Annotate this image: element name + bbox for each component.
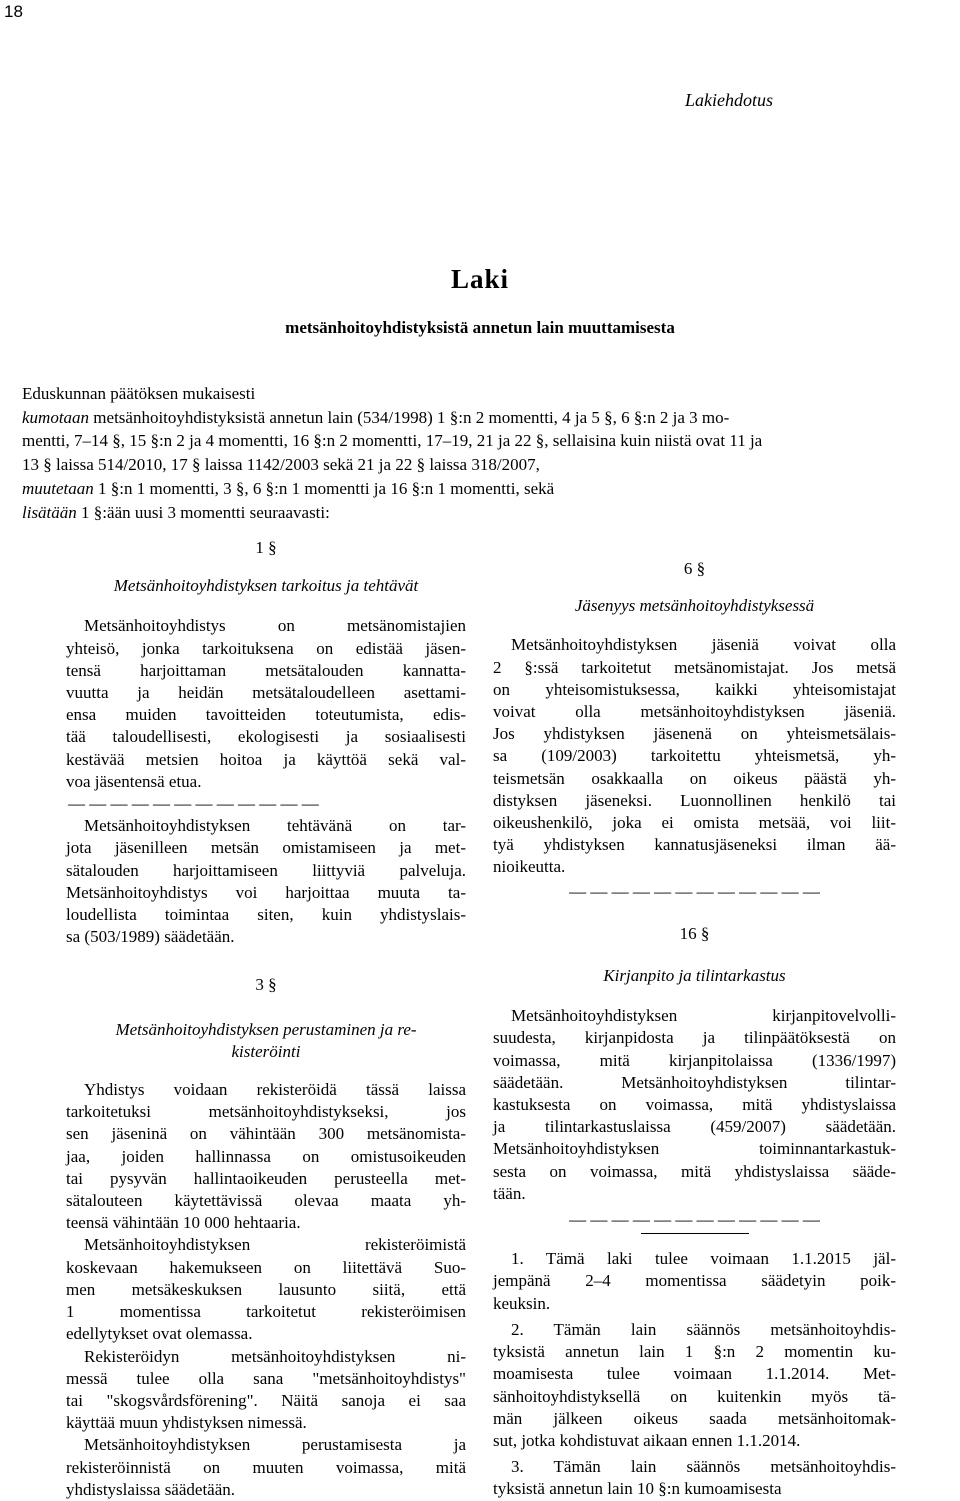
text-line: tarkoitetuksi metsänhoitoyhdistykseksi, jos — [66, 1102, 466, 1122]
section-3-paragraph-1 — [66, 1079, 466, 1234]
section-1-paragraph-1 — [66, 615, 466, 793]
keyword-lisataan: lisätään — [22, 502, 77, 522]
section-3-heading-line: kisteröinti — [231, 1041, 301, 1061]
text-line: 1. Tämä laki tulee voimaan 1.1.2015 jäl- — [511, 1249, 896, 1269]
text-line: 2. Tämän lain säännös metsänhoitoyhdis- — [511, 1319, 896, 1339]
text-line: sänhoitoyhdistyksellä on kuitenkin myös tä- — [493, 1386, 896, 1406]
text-line: tai pysyvän hallintaoikeuden perusteella met- — [66, 1168, 466, 1188]
law-title: Laki — [450, 264, 510, 294]
section-16-number: 16 § — [679, 923, 710, 943]
text-line: sa (503/1989) säädetään. — [66, 927, 235, 947]
text-line: tää taloudellisesti, ekologisesti ja sosiaalisesti — [66, 727, 466, 747]
enacting-clause — [22, 382, 952, 524]
transitional-provision-1 — [493, 1248, 896, 1315]
text-line: sut, jotka kohdistuvat aikaan ennen 1.1.2014. — [493, 1430, 801, 1450]
text-line: Metsänhoitoyhdistys on metsänomistajien — [84, 616, 466, 636]
section-3-heading — [66, 1019, 466, 1063]
intro-text: metsänhoitoyhdistyksistä annetun lain (534/1998) 1 §:n 2 momentti, 4 ja 5 §, 6 §:n 2 ja 3 mo- — [89, 407, 730, 427]
text-line: tyksistä annetun lain 10 §:n kumoamisesta — [493, 1479, 782, 1499]
text-line: voimassa, mitä kirjanpitolaissa (1336/1997) — [493, 1050, 896, 1070]
text-line: Metsänhoitoyhdistyksen perustamisesta ja — [84, 1435, 466, 1455]
text-line: ensa muiden tavoitteiden toteutumista, edis- — [66, 705, 466, 725]
text-line: rekisteröinnistä on muuten voimassa, mitä — [66, 1457, 466, 1477]
text-line: 1 momentissa tarkoitetut rekisteröimisen — [66, 1302, 466, 1322]
intro-line — [22, 477, 952, 501]
text-line: kestävää metsien hoitoa ja käyttöä sekä val- — [66, 749, 466, 769]
text-line: säädetään. Metsänhoitoyhdistyksen tilintar- — [493, 1072, 896, 1092]
section-3-heading-line: Metsänhoitoyhdistyksen perustaminen ja re- — [115, 1019, 417, 1039]
text-line: kastuksesta on voimassa, mitä yhdistyslaissa — [493, 1095, 896, 1115]
section-3-paragraph-4 — [66, 1434, 466, 1501]
text-line: Metsänhoitoyhdistyksen kirjanpitovelvolli- — [511, 1006, 896, 1026]
text-line: Yhdistys voidaan rekisteröidä tässä laissa — [84, 1080, 466, 1100]
text-line: edellytykset ovat olemassa. — [66, 1324, 253, 1344]
text-line: koskevaan hakemukseen on liitettävä Suo- — [66, 1257, 466, 1277]
intro-line: 13 § laissa 514/2010, 17 § laissa 1142/2003 sekä 21 ja 22 § laissa 318/2007, — [22, 455, 540, 475]
section-6-number: 6 § — [683, 559, 706, 578]
text-line: tään. — [493, 1183, 526, 1203]
text-line: Metsänhoitoyhdistyksen toiminnantarkastuk- — [493, 1139, 896, 1159]
text-line: jota jäsenilleen metsän omistamiseen ja met- — [66, 838, 466, 858]
text-line: voivat olla metsänhoitoyhdistyksen jäseniä. — [493, 702, 896, 722]
keyword-muutetaan: muutetaan — [22, 478, 94, 498]
text-line: tyksistä annetun lain 1 §:n 2 momentin ku- — [493, 1342, 896, 1362]
text-line: loudellista toimintaa siten, kuin yhdistyslais- — [66, 905, 466, 925]
text-line: sesta on voimassa, mitä yhdistyslaissa sääde- — [493, 1161, 896, 1181]
text-line: messä tulee olla sana "metsänhoitoyhdistys" — [66, 1368, 466, 1388]
text-line: on yhteisomistuksessa, kaikki yhteisomistajat — [493, 679, 896, 699]
text-line: sa (109/2003) tarkoitettu yhteismetsä, yh- — [493, 746, 896, 766]
text-line: sätalouden harjoittamiseen liittyviä palveluja. — [66, 860, 466, 880]
text-line: Metsänhoitoyhdistyksen tehtävänä on tar- — [84, 816, 466, 836]
text-line: jempänä 2–4 momentissa säädetyin poik- — [493, 1271, 896, 1291]
intro-line — [22, 406, 952, 430]
text-line: men metsäkeskuksen lausunto siitä, että — [66, 1279, 466, 1299]
law-subtitle: metsänhoitoyhdistyksistä annetun lain muuttamisesta — [285, 318, 675, 337]
text-line: moamisesta tulee voimaan 1.1.2014. Met- — [493, 1364, 896, 1384]
text-line: tai "skogsvårdsförening". Näitä sanoja ei saa — [66, 1390, 466, 1410]
text-line: nioikeutta. — [493, 857, 566, 877]
text-line: Metsänhoitoyhdistyksen rekisteröimistä — [84, 1235, 466, 1255]
section-1-number: 1 § — [255, 538, 277, 557]
text-line: teismetsän osakkaalla on oikeus päästä yh- — [493, 768, 896, 788]
text-line: suudesta, kirjanpidosta ja tilinpäätöksestä on — [493, 1028, 896, 1048]
text-line: oikeushenkilö, joka ei omista metsää, voi liit- — [493, 813, 896, 833]
text-line: 2 §:ssä tarkoitetut metsänomistajat. Jos metsä — [493, 657, 896, 677]
text-line: tensä harjoittaman metsätalouden kannatta- — [66, 660, 466, 680]
section-6-heading: Jäsenyys metsänhoitoyhdistyksessä — [574, 596, 815, 616]
text-line: voa jäsentensä etua. — [66, 771, 202, 791]
intro-line — [22, 501, 952, 525]
keyword-kumotaan: kumotaan — [22, 407, 90, 427]
omission-dashes: — — — — — — — — — — — — — [68, 794, 319, 814]
text-line: Metsänhoitoyhdistyksen jäseniä voivat olla — [511, 635, 896, 655]
page-number: 18 — [4, 2, 23, 21]
text-line: sen jäseninä on vähintään 300 metsänomista- — [66, 1124, 466, 1144]
text-line: teensä vähintään 10 000 hehtaaria. — [66, 1213, 301, 1233]
section-6-paragraph-1 — [493, 634, 896, 878]
text-line: distyksen jäseneksi. Luonnollinen henkilö tai — [493, 790, 896, 810]
intro-line: Eduskunnan päätöksen mukaisesti — [22, 384, 256, 403]
intro-text: 1 §:ään uusi 3 momentti seuraavasti: — [76, 502, 330, 522]
text-line: keuksin. — [493, 1293, 551, 1313]
text-line: sätalouteen käytettävissä olevaa maata yh- — [66, 1191, 466, 1211]
omission-dashes: — — — — — — — — — — — — — [569, 1210, 820, 1230]
left-column — [66, 537, 466, 1501]
text-line: Rekisteröidyn metsänhoitoyhdistyksen ni- — [84, 1346, 466, 1366]
text-line: Metsänhoitoyhdistys voi harjoittaa muuta ta- — [66, 882, 466, 902]
text-line: käyttää muun yhdistyksen nimessä. — [66, 1413, 307, 1433]
section-16-heading: Kirjanpito ja tilintarkastus — [603, 966, 786, 986]
text-line: vuutta ja heidän metsätaloudelleen asettami- — [66, 683, 466, 703]
section-label: Lakiehdotus — [685, 90, 773, 110]
text-line: män jälkeen oikeus saada metsänhoitomak- — [493, 1408, 896, 1428]
transitional-provision-2 — [493, 1319, 896, 1452]
text-line: Jos yhdistyksen jäsenenä on yhteismetsälais- — [493, 724, 896, 744]
text-line: ja tilintarkastuslaissa (459/2007) säädetään. — [493, 1117, 896, 1137]
right-column — [493, 558, 896, 1501]
text-line: yhdistyslaissa säädetään. — [66, 1479, 236, 1499]
section-3-paragraph-3 — [66, 1346, 466, 1435]
omission-dashes: — — — — — — — — — — — — — [569, 881, 820, 901]
intro-text: 1 §:n 1 momentti, 3 §, 6 §:n 1 momentti ja 16 §:n 1 momentti, sekä — [93, 478, 555, 498]
text-line: yhteisö, jonka tarkoituksena on edistää jäsen- — [66, 638, 466, 658]
text-line: jaa, joiden hallinnassa on omistusoikeuden — [66, 1146, 466, 1166]
intro-line: mentti, 7–14 §, 15 §:n 2 ja 4 momentti, 16 §:n 2 momentti, 17–19, 21 ja 22 §, sellaisina kuin niistä ovat 11 ja — [22, 431, 763, 451]
separator-rule — [641, 1233, 749, 1234]
transitional-provision-3 — [493, 1456, 896, 1500]
text-line: 3. Tämän lain säännös metsänhoitoyhdis- — [511, 1457, 896, 1477]
section-16-paragraph-1 — [493, 1005, 896, 1205]
section-3-paragraph-2 — [66, 1234, 466, 1345]
section-3-number: 3 § — [255, 975, 277, 995]
section-1-paragraph-3 — [66, 815, 466, 948]
section-1-heading: Metsänhoitoyhdistyksen tarkoitus ja tehtävät — [113, 576, 419, 596]
text-line: tyä yhdistyksen kannatusjäseneksi ilman ää- — [493, 835, 896, 855]
